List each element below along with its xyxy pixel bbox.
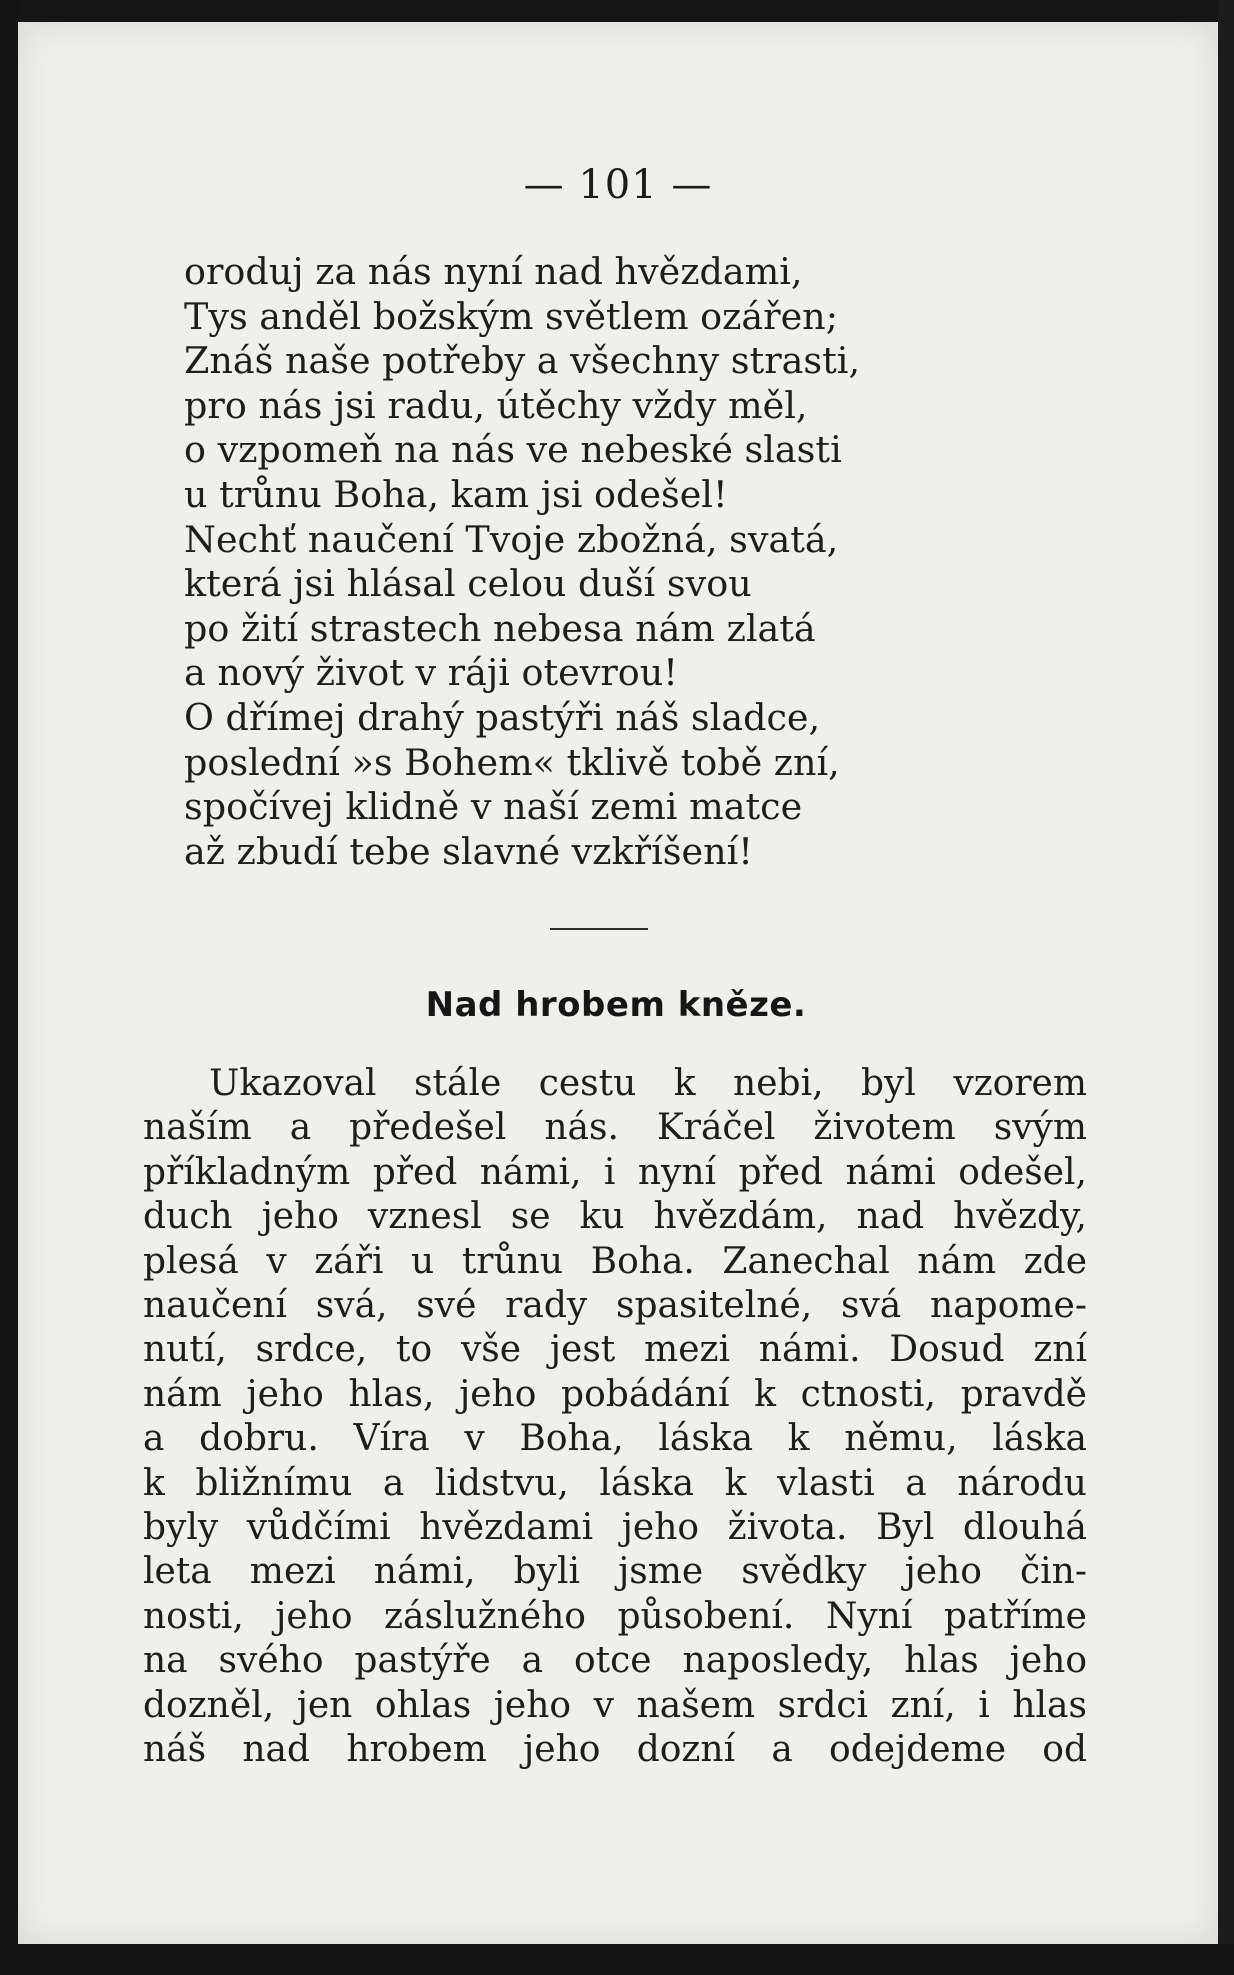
prose-line: naším a předešel nás. Kráčel životem svým bbox=[143, 1107, 1087, 1149]
prose-line: na svého pastýře a otce naposledy, hlas jeho bbox=[143, 1640, 1087, 1682]
poem-line: o vzpomeň na nás ve nebeské slasti bbox=[184, 428, 842, 472]
poem-line: po žití strastech nebesa nám zlatá bbox=[184, 606, 816, 650]
prose-line: duch jeho vznesl se ku hvězdám, nad hvězdy, bbox=[143, 1196, 1087, 1238]
section-divider bbox=[550, 928, 648, 930]
prose-line: k bližnímu a lidstvu, láska k vlasti a národu bbox=[143, 1462, 1087, 1504]
prose-line: nutí, srdce, to vše jest mezi námi. Dosud zní bbox=[143, 1329, 1087, 1371]
prose-line: a dobru. Víra v Boha, láska k němu, láska bbox=[143, 1418, 1087, 1460]
prose-line: naučení svá, své rady spasitelné, svá napome- bbox=[143, 1285, 1087, 1327]
prose-paragraph bbox=[143, 1062, 1087, 1773]
poem-line: oroduj za nás nyní nad hvězdami, bbox=[184, 250, 803, 293]
prose-line: nosti, jeho záslužného působení. Nyní patříme bbox=[143, 1595, 1087, 1637]
prose-line: nám jeho hlas, jeho pobádání k ctnosti, pravdě bbox=[143, 1373, 1087, 1415]
poem-line: poslední »s Bohem« tklivě tobě zní, bbox=[184, 740, 840, 784]
poem-line: která jsi hlásal celou duší svou bbox=[184, 562, 752, 606]
prose-line: byly vůdčími hvězdami jeho života. Byl dlouhá bbox=[143, 1507, 1087, 1549]
poem-line: a nový život v ráji otevrou! bbox=[184, 651, 678, 695]
page-number: — 101 — bbox=[523, 162, 713, 208]
poem-line: O dřímej drahý pastýři náš sladce, bbox=[184, 695, 821, 739]
scan-left-border bbox=[0, 0, 18, 1975]
poem-line: spočívej klidně v naší zemi matce bbox=[184, 785, 803, 829]
scan-bottom-border bbox=[0, 1944, 1234, 1975]
poem-stanza bbox=[184, 250, 860, 874]
scan-top-border bbox=[0, 0, 1234, 22]
poem-line: až zbudí tebe slavné vzkříšení! bbox=[184, 829, 753, 873]
prose-line: plesá v záři u trůnu Boha. Zanechal nám zde bbox=[143, 1240, 1087, 1282]
section-heading: Nad hrobem kněze. bbox=[425, 985, 807, 1025]
prose-line: náš nad hrobem jeho dozní a odejdeme od bbox=[143, 1729, 1087, 1771]
book-page bbox=[18, 22, 1218, 1944]
prose-line: příkladným před námi, i nyní před námi odešel, bbox=[143, 1151, 1087, 1193]
poem-line: pro nás jsi radu, útěchy vždy měl, bbox=[184, 383, 808, 427]
prose-line: leta mezi námi, byli jsme svědky jeho čin- bbox=[143, 1551, 1087, 1593]
poem-line: Tys anděl božským světlem ozářen; bbox=[184, 294, 838, 338]
prose-line: dozněl, jen ohlas jeho v našem srdci zní, i hlas bbox=[143, 1684, 1087, 1726]
prose-line: Ukazoval stále cestu k nebi, byl vzorem bbox=[209, 1063, 1087, 1104]
poem-line: u trůnu Boha, kam jsi odešel! bbox=[184, 472, 728, 516]
poem-line: Znáš naše potřeby a všechny strasti, bbox=[184, 339, 861, 383]
poem-line: Nechť naučení Tvoje zbožná, svatá, bbox=[184, 517, 839, 561]
scan-right-border bbox=[1218, 0, 1234, 1975]
